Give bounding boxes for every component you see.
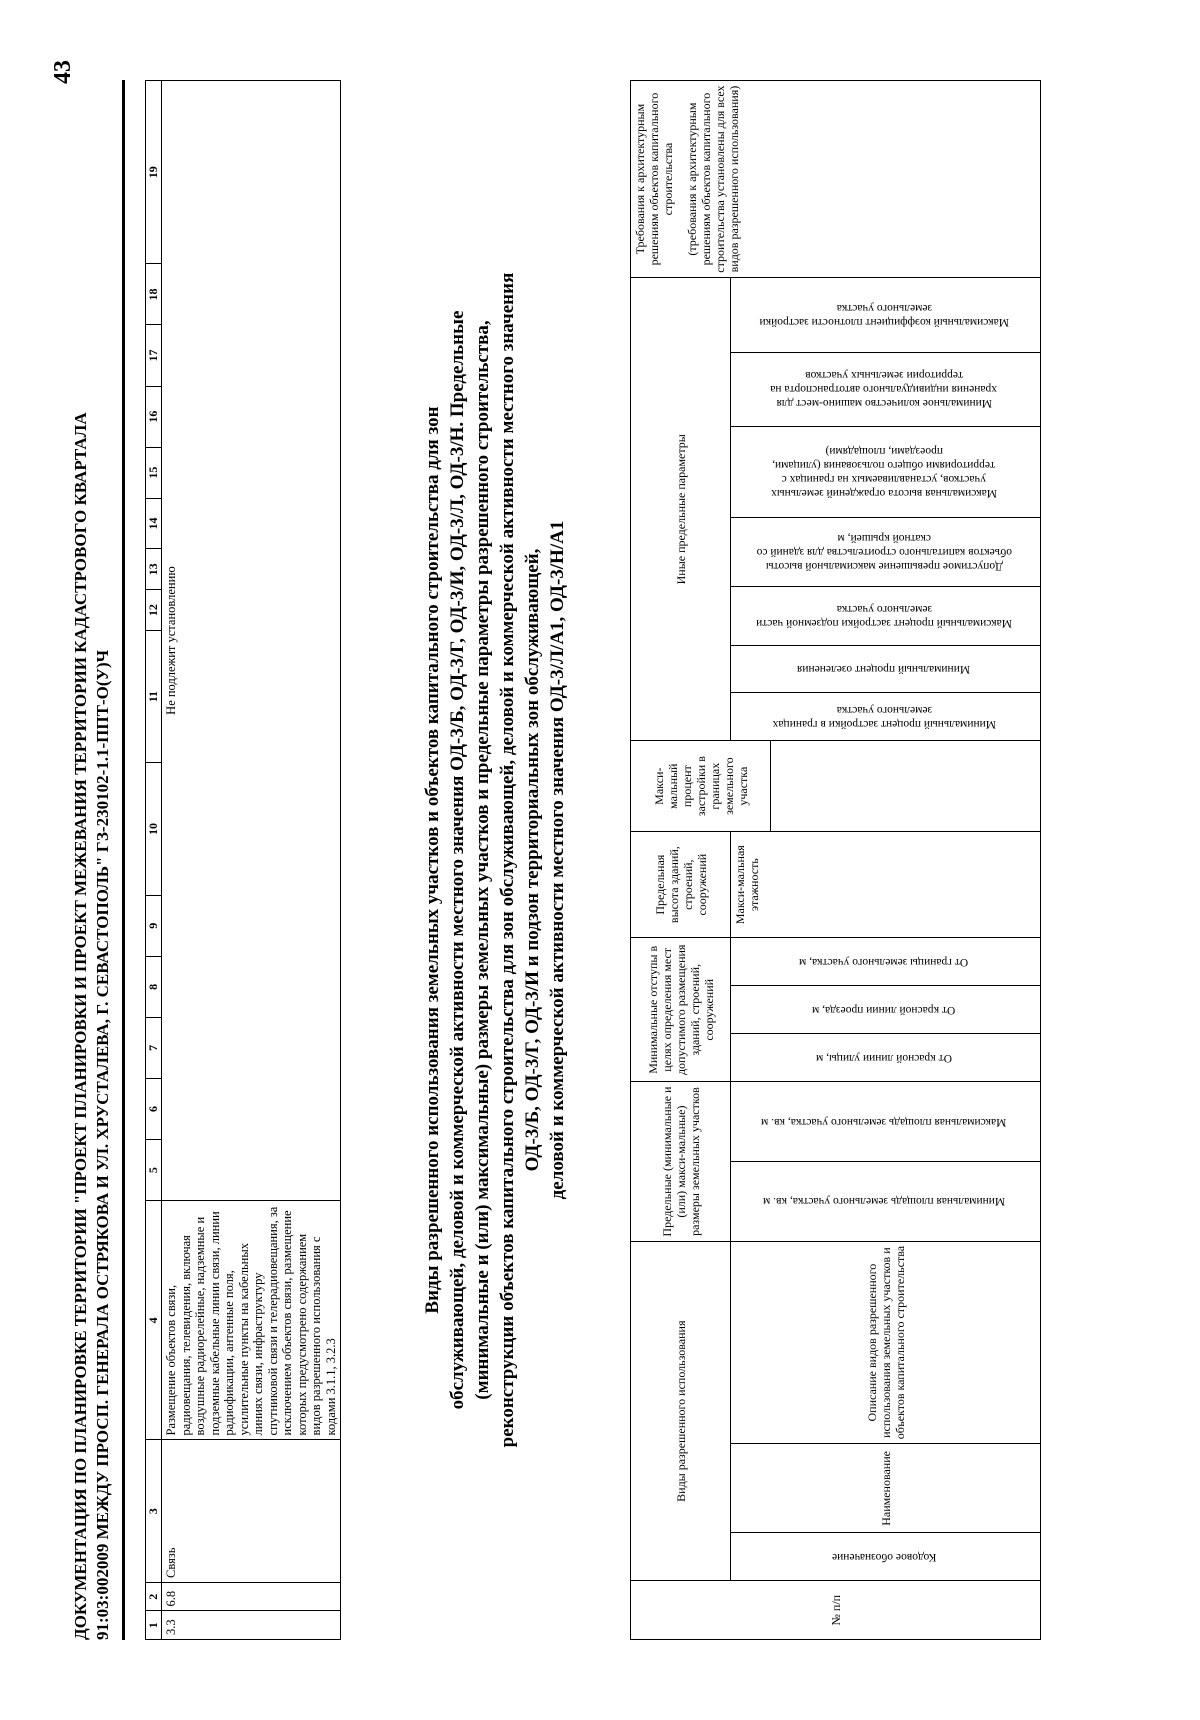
col-num: 2 bbox=[146, 1583, 162, 1612]
document-header bbox=[70, 80, 125, 1640]
header-line-1: ДОКУМЕНТАЦИЯ ПО ПЛАНИРОВКЕ ТЕРРИТОРИИ "ПРОЕКТ ПЛАНИРОВКИ И ПРОЕКТ МЕЖЕВАНИЯ ТЕРРИТОРИИ КАДАСТРОВОГО КВАРТАЛА bbox=[71, 412, 90, 1640]
floors-header: Макси-мальная этажность bbox=[731, 831, 1041, 938]
col-num: 5 bbox=[146, 1140, 162, 1201]
other-param bbox=[731, 517, 1041, 586]
other-param-label: Минимальный процент озеленения bbox=[797, 663, 971, 676]
section-title bbox=[420, 80, 570, 1640]
architecture-note: (требования к архитектурным решениям объектов капитального строительства установлены для всех видов разрешенного использования) bbox=[685, 85, 741, 273]
setback-drive-label: От красной линии проезда, м bbox=[812, 1003, 956, 1016]
sizes-header: Предельные (минимальные и (или) макси-мальные) размеры земельных участков bbox=[631, 1082, 731, 1242]
col-number-header: № п/п bbox=[631, 1581, 1041, 1640]
title-line: (минимальные и (или) максимальные) размеры земельных участков и предельные параметры разрешенного строительства, bbox=[472, 320, 493, 1400]
setback-drive-header bbox=[731, 986, 1041, 1034]
other-param bbox=[731, 693, 1041, 741]
col-num: 4 bbox=[146, 1201, 162, 1440]
table-row bbox=[162, 81, 341, 1640]
col-num: 13 bbox=[146, 549, 162, 590]
other-param bbox=[731, 586, 1041, 645]
col-num: 9 bbox=[146, 895, 162, 956]
col-num: 15 bbox=[146, 447, 162, 498]
other-params-header: Иные предельные параметры bbox=[631, 278, 731, 741]
col-num: 16 bbox=[146, 386, 162, 447]
max-percent-empty bbox=[771, 741, 1041, 832]
max-percent-header: Макси-мальный процент застройки в границах земельного участка bbox=[631, 741, 771, 832]
name-header: Наименование bbox=[731, 1444, 1041, 1533]
title-line: обслуживающей, деловой и коммерческой активности местного значения ОД-3/Б, ОД-3/Г, ОД-3/И, ОД-3/Л, ОД-3/Н. Предельные bbox=[447, 310, 468, 1410]
setback-street-label: От красной линии улицы, м bbox=[816, 1051, 952, 1064]
other-param-label: Максимальная высота ограждений земельных участков, устанавливаемых на границах с территориями общего пользования (улицами, проездами, площадями) bbox=[771, 445, 997, 500]
title-line: Виды разрешенного использования земельных участков и объектов капитального строительства для зон bbox=[422, 406, 443, 1314]
other-param-label: Минимальное количество машино-мест для хранения индивидуального автотранспорта на территории земельных участков bbox=[770, 369, 998, 410]
description-header: Описание видов разрешенного использования земельных участков и объектов капитального строительства bbox=[731, 1241, 1041, 1443]
col-num: 18 bbox=[146, 264, 162, 325]
min-area-label: Минимальная площадь земельного участка, кв. м bbox=[762, 1195, 1006, 1208]
continuation-table bbox=[145, 80, 341, 1640]
title-line: деловой и коммерческой активности местного значения ОД-3/Л/А1, ОД-3/Н/А1 bbox=[547, 520, 568, 1200]
other-param bbox=[731, 352, 1041, 427]
other-param-label: Допустимое превышение максимальной высоты объектов капитального строительства для зданий со скатной крышей, м bbox=[756, 531, 1012, 572]
page-number: 43 bbox=[50, 60, 76, 84]
other-param-label: Максимальный процент застройки подземной части земельного участка bbox=[756, 602, 1012, 629]
other-param bbox=[731, 645, 1041, 693]
col-num: 19 bbox=[146, 81, 162, 264]
max-area-label: Максимальная площадь земельного участка, кв. м bbox=[761, 1115, 1007, 1128]
code-header bbox=[731, 1533, 1041, 1581]
vri-header: Виды разрешенного использования bbox=[631, 1241, 731, 1580]
rotated-page bbox=[30, 60, 1170, 1700]
min-area-header bbox=[731, 1162, 1041, 1242]
title-line: ОД-3/Б, ОД-3/Г, ОД-3/И и подзон территориальных зон обслуживающей, bbox=[522, 548, 543, 1172]
col-num: 8 bbox=[146, 956, 162, 1017]
max-area-header bbox=[731, 1082, 1041, 1162]
height-header: Предельная высота зданий, строений, сооружений bbox=[631, 831, 731, 938]
setbacks-header: Минимальные отступы в целях определения мест допустимого размещения зданий, строений, сооружений bbox=[631, 938, 731, 1082]
architecture-label: Требования к архитектурным решениям объектов капитального строительства bbox=[633, 92, 675, 266]
col-num: 7 bbox=[146, 1017, 162, 1078]
other-param bbox=[731, 427, 1041, 518]
setback-border-header bbox=[731, 938, 1041, 986]
column-number-row bbox=[146, 81, 162, 1640]
other-param-label: Минимальный процент застройки в границах земельного участка bbox=[772, 703, 996, 730]
row-name: Связь bbox=[162, 1440, 341, 1583]
row-code: 6.8 bbox=[162, 1583, 341, 1612]
col-num: 12 bbox=[146, 590, 162, 631]
setback-street-header bbox=[731, 1034, 1041, 1082]
col-num: 6 bbox=[146, 1078, 162, 1139]
parameters-table-header bbox=[630, 80, 1041, 1640]
row-description: Размещение объектов связи, радиовещания, телевидения, включая воздушные радиорелейные, надземные и подземные кабельные линии связи, линии радиофикации, антенные поля, усилительные пункты на кабельных линиях связи, инфраструктуру спутниковой связи и телерадиовещания, за исключением объектов связи, размещение которых предусмотрено содержанием видов разрешенного использования с кодами 3.1.1, 3.2.3 bbox=[162, 1201, 341, 1440]
col-num: 10 bbox=[146, 763, 162, 895]
col-num: 17 bbox=[146, 325, 162, 386]
col-num: 14 bbox=[146, 498, 162, 549]
row-number: 3.3 bbox=[162, 1611, 341, 1640]
other-param-label: Максимальный коэффициент плотности застройки земельного участка bbox=[759, 301, 1009, 328]
architecture-header bbox=[631, 81, 1041, 278]
row-not-set: Не подлежит установлению bbox=[162, 81, 341, 1201]
col-num: 3 bbox=[146, 1440, 162, 1583]
header-line-2: 91:03:002009 МЕЖДУ ПРОСП. ГЕНЕРАЛА ОСТРЯКОВА И УЛ. ХРУСТАЛЕВА, Г. СЕВАСТОПОЛЬ" ГЗ-230102-1.1-ППТ-О(У)Ч bbox=[93, 649, 112, 1640]
col-num: 11 bbox=[146, 630, 162, 762]
setback-border-label: От границы земельного участка, м bbox=[799, 955, 969, 968]
code-label: Кодовое обозначение bbox=[831, 1550, 937, 1563]
title-line: реконструкции объектов капитального строительства для зон обслуживающей, деловой и коммерческой активности местного значения bbox=[497, 272, 518, 1448]
col-num: 1 bbox=[146, 1611, 162, 1640]
other-param bbox=[731, 278, 1041, 353]
